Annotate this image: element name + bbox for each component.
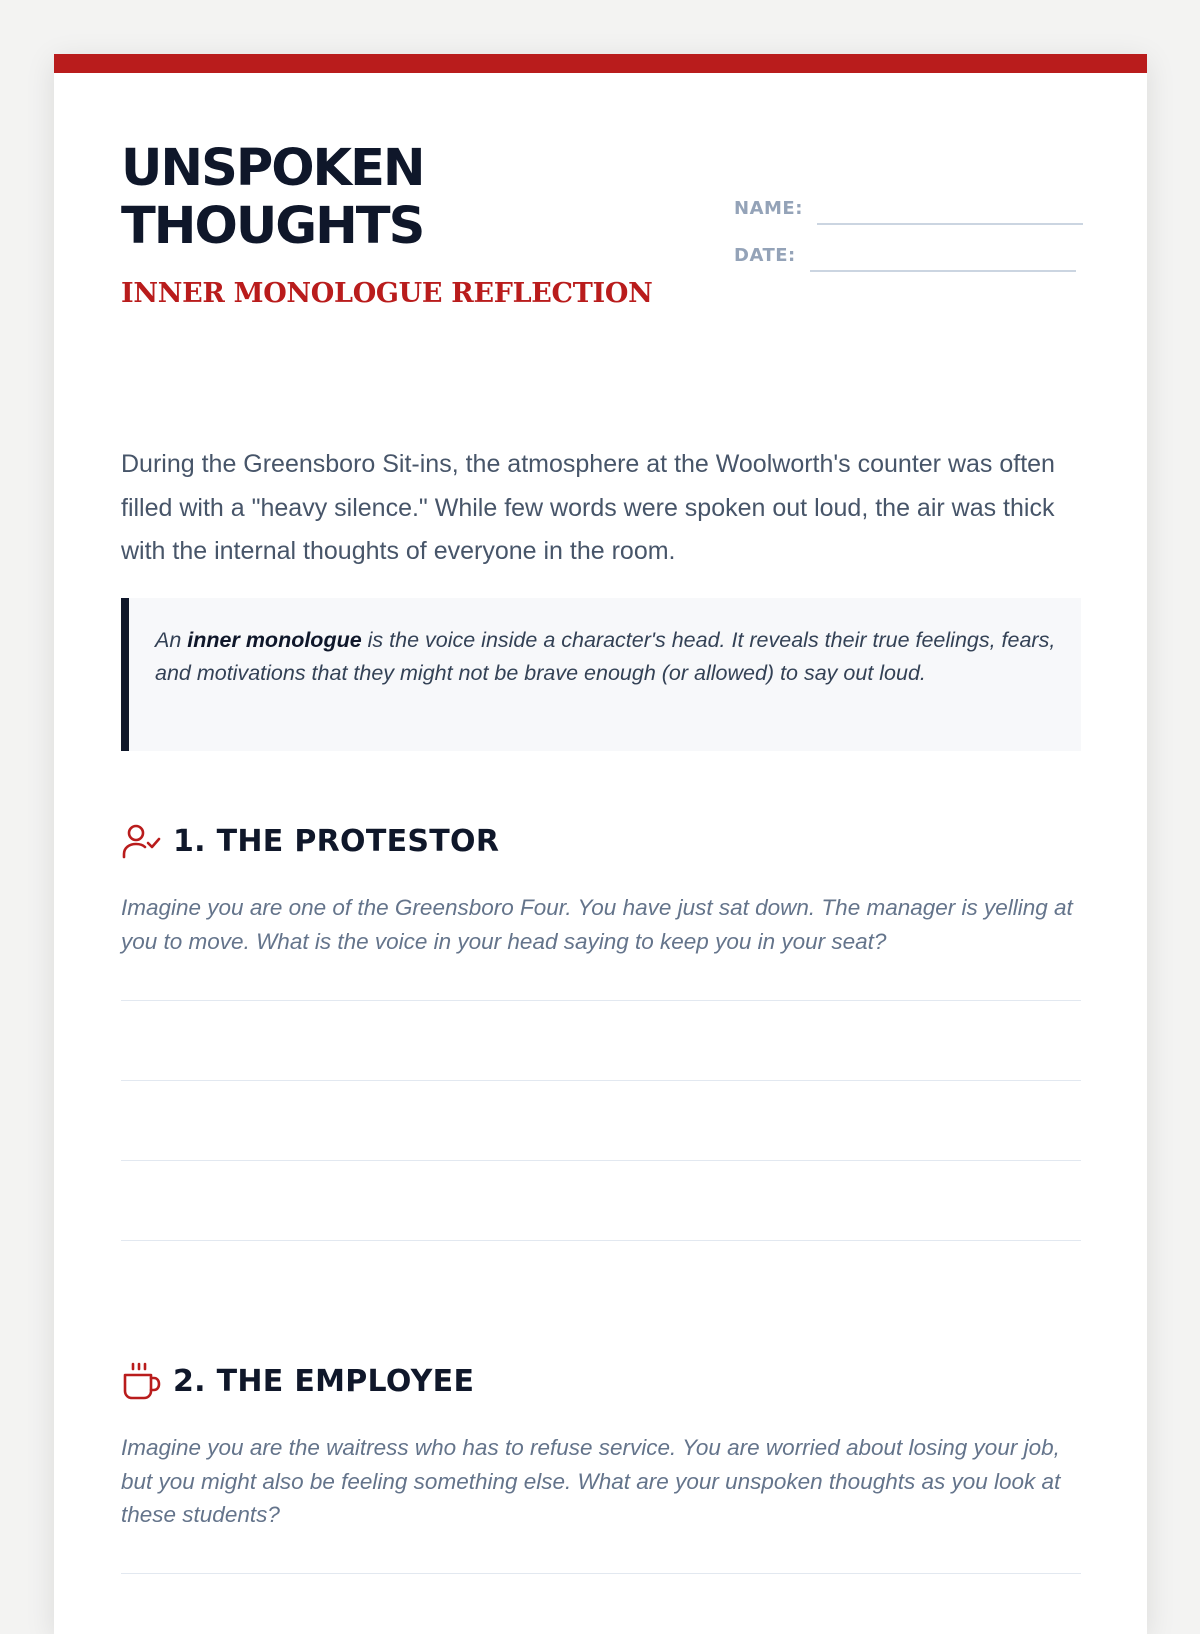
- section-employee-header: [121, 1361, 474, 1401]
- section-prompt: Imagine you are one of the Greensboro Four. You have just sat down. The manager is yelling at you to move. What is the voice in your head saying to keep you in your seat?: [121, 895, 1073, 954]
- page-title: [121, 140, 424, 256]
- name-field[interactable]: [817, 223, 1083, 225]
- top-accent-bar: [54, 54, 1147, 73]
- definition-callout: [121, 598, 1081, 751]
- worksheet-page: [54, 54, 1147, 1634]
- intro-paragraph: During the Greensboro Sit-ins, the atmosphere at the Woolworth's counter was often filled with a "heavy silence." While few words were spoken out loud, the air was thick with the internal thoughts of everyone in the room.: [121, 450, 1055, 565]
- name-label: NAME:: [734, 198, 803, 219]
- section-prompt: Imagine you are the waitress who has to refuse service. You are worried about losing your job, but you might also be feeling something else. What are your unspoken thoughts as you look at these students?: [121, 1435, 1061, 1527]
- title-line-1: UNSPOKEN: [121, 139, 424, 198]
- callout-lead: An: [155, 628, 188, 652]
- section-title: 1. THE PROTESTOR: [173, 823, 500, 859]
- name-row: [734, 198, 1083, 219]
- date-row: [734, 245, 1076, 266]
- user-check-icon: [121, 821, 161, 861]
- callout-term: inner monologue: [187, 628, 362, 652]
- section-protestor-header: [121, 821, 499, 861]
- date-label: DATE:: [734, 245, 796, 266]
- worksheet-header: [121, 73, 1080, 333]
- callout-text: is the voice inside a character's head. It reveals their true feelings, fears, and motivations that they might not be brave enough (or allowed) to say out loud.: [155, 628, 1056, 685]
- section-title: 2. THE EMPLOYEE: [173, 1363, 475, 1399]
- answer-line[interactable]: [121, 1240, 1081, 1241]
- page-subtitle: INNER MONOLOGUE REFLECTION: [121, 278, 653, 309]
- answer-line[interactable]: [121, 1160, 1081, 1161]
- answer-line[interactable]: [121, 1573, 1081, 1574]
- coffee-cup-icon: [121, 1361, 161, 1401]
- title-line-2: THOUGHTS: [121, 197, 424, 256]
- date-field[interactable]: [810, 270, 1076, 272]
- answer-line[interactable]: [121, 1080, 1081, 1081]
- worksheet-content: [121, 73, 1080, 1527]
- answer-line[interactable]: [121, 1000, 1081, 1001]
